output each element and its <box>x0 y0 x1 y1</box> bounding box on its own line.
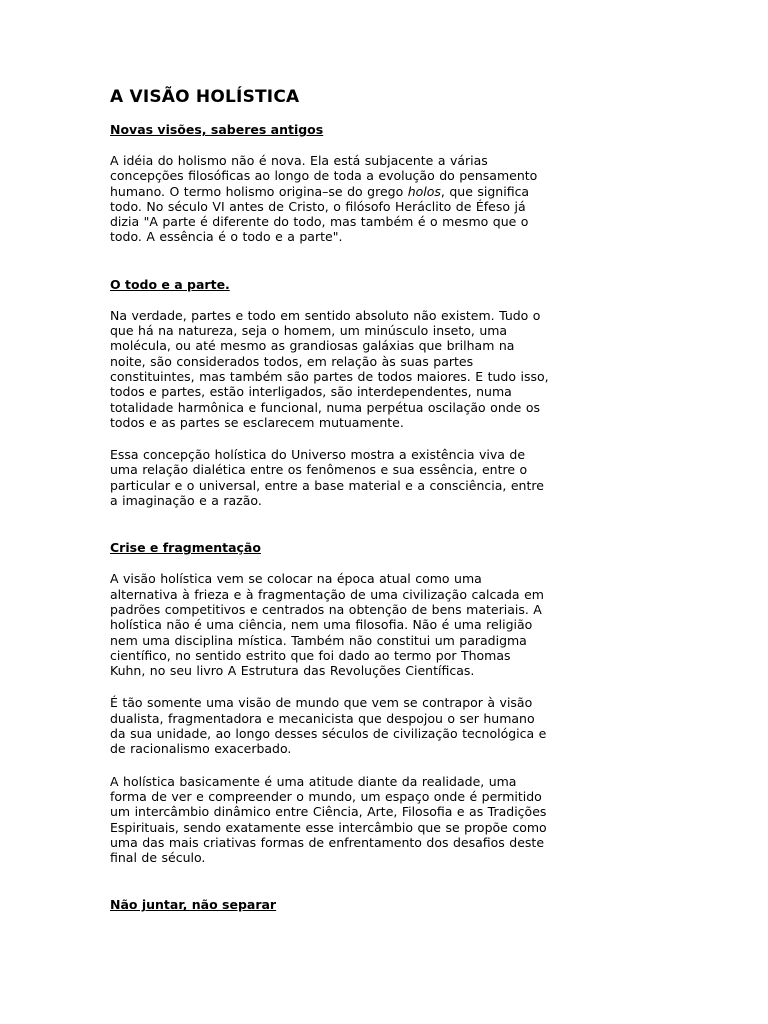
document-body <box>110 86 550 913</box>
paragraph-text: A idéia do holismo não é nova. Ela está subjacente a várias concepções filosóficas ao longo de toda a evolução do pensamento humano. O termo holismo origina–se do grego <box>110 153 538 199</box>
section-heading-crise-fragmentacao: Crise e fragmentação <box>110 540 261 556</box>
paragraph-visao-de-mundo: É tão somente uma visão de mundo que vem se contrapor à visão dualista, fragmentadora e mecanicista que despojou o ser humano da sua unidade, ao longo desses séculos de civilização tecnológica e de racionalismo exacerbado. <box>110 695 547 757</box>
paragraph-concepcao-holistica: Essa concepção holística do Universo mostra a existência viva de uma relação dialética entre os fenômenos e sua essência, entre o particular e o universal, entre a base material e a consciência, entre a imaginação e a razão. <box>110 447 544 509</box>
paragraph-text: A holística basicamente é uma atitude diante da realidade, uma forma de ver e compreender o mundo, um espaço onde é permitido um intercâmbio dinâmico entre Ciência, Arte, Filosofia e as Tradições Espirituais, sendo exatamente esse intercâmbio que se propõe como uma das mais criativas formas de enfrentamento dos desafios deste final de século. <box>110 773 547 866</box>
paragraph-text: , que significa todo. No século VI antes de Cristo, o filósofo Heráclito de Éfeso já dizia "A parte é diferente do todo, mas também é o mesmo que o todo. A essência é o todo e a parte". <box>110 183 530 245</box>
paragraph-atitude-realidade <box>110 774 550 866</box>
section-heading-nao-juntar: Não juntar, não separar <box>110 897 277 913</box>
section-heading-novas-visoes: Novas visões, saberes antigos <box>110 122 324 137</box>
italic-term-holos: holos <box>407 183 441 199</box>
paragraph-holismo-origem <box>110 153 550 245</box>
document-title: A VISÃO HOLÍSTICA <box>110 87 300 107</box>
paragraph-visao-holistica-alternativa: A visão holística vem se colocar na época atual como uma alternativa à frieza e à fragmentação de uma civilização calcada em padrões competitivos e centrados na obtenção de bens materiais. A holística não é uma ciência, nem uma filosofia. Não é uma religião nem uma disciplina mística. Também não constitui um paradigma científico, no sentido estrito que foi dado ao termo por Thomas Kuhn, no seu livro A Estrutura das Revoluções Científicas. <box>110 571 544 679</box>
section-heading-todo-e-parte: O todo e a parte. <box>110 276 230 292</box>
paragraph-partes-e-todo: Na verdade, partes e todo em sentido absoluto não existem. Tudo o que há na natureza, seja o homem, um minúsculo inseto, uma molécula, ou até mesmo as grandiosas galáxias que brilham na noite, são considerados todos, em relação às suas partes constituintes, mas também são partes de todos maiores. E tudo isso, todos e partes, estão interligados, são interdependentes, numa totalidade harmônica e funcional, numa perpétua oscilação onde os todos e as partes se esclarecem mutuamente. <box>110 307 549 430</box>
